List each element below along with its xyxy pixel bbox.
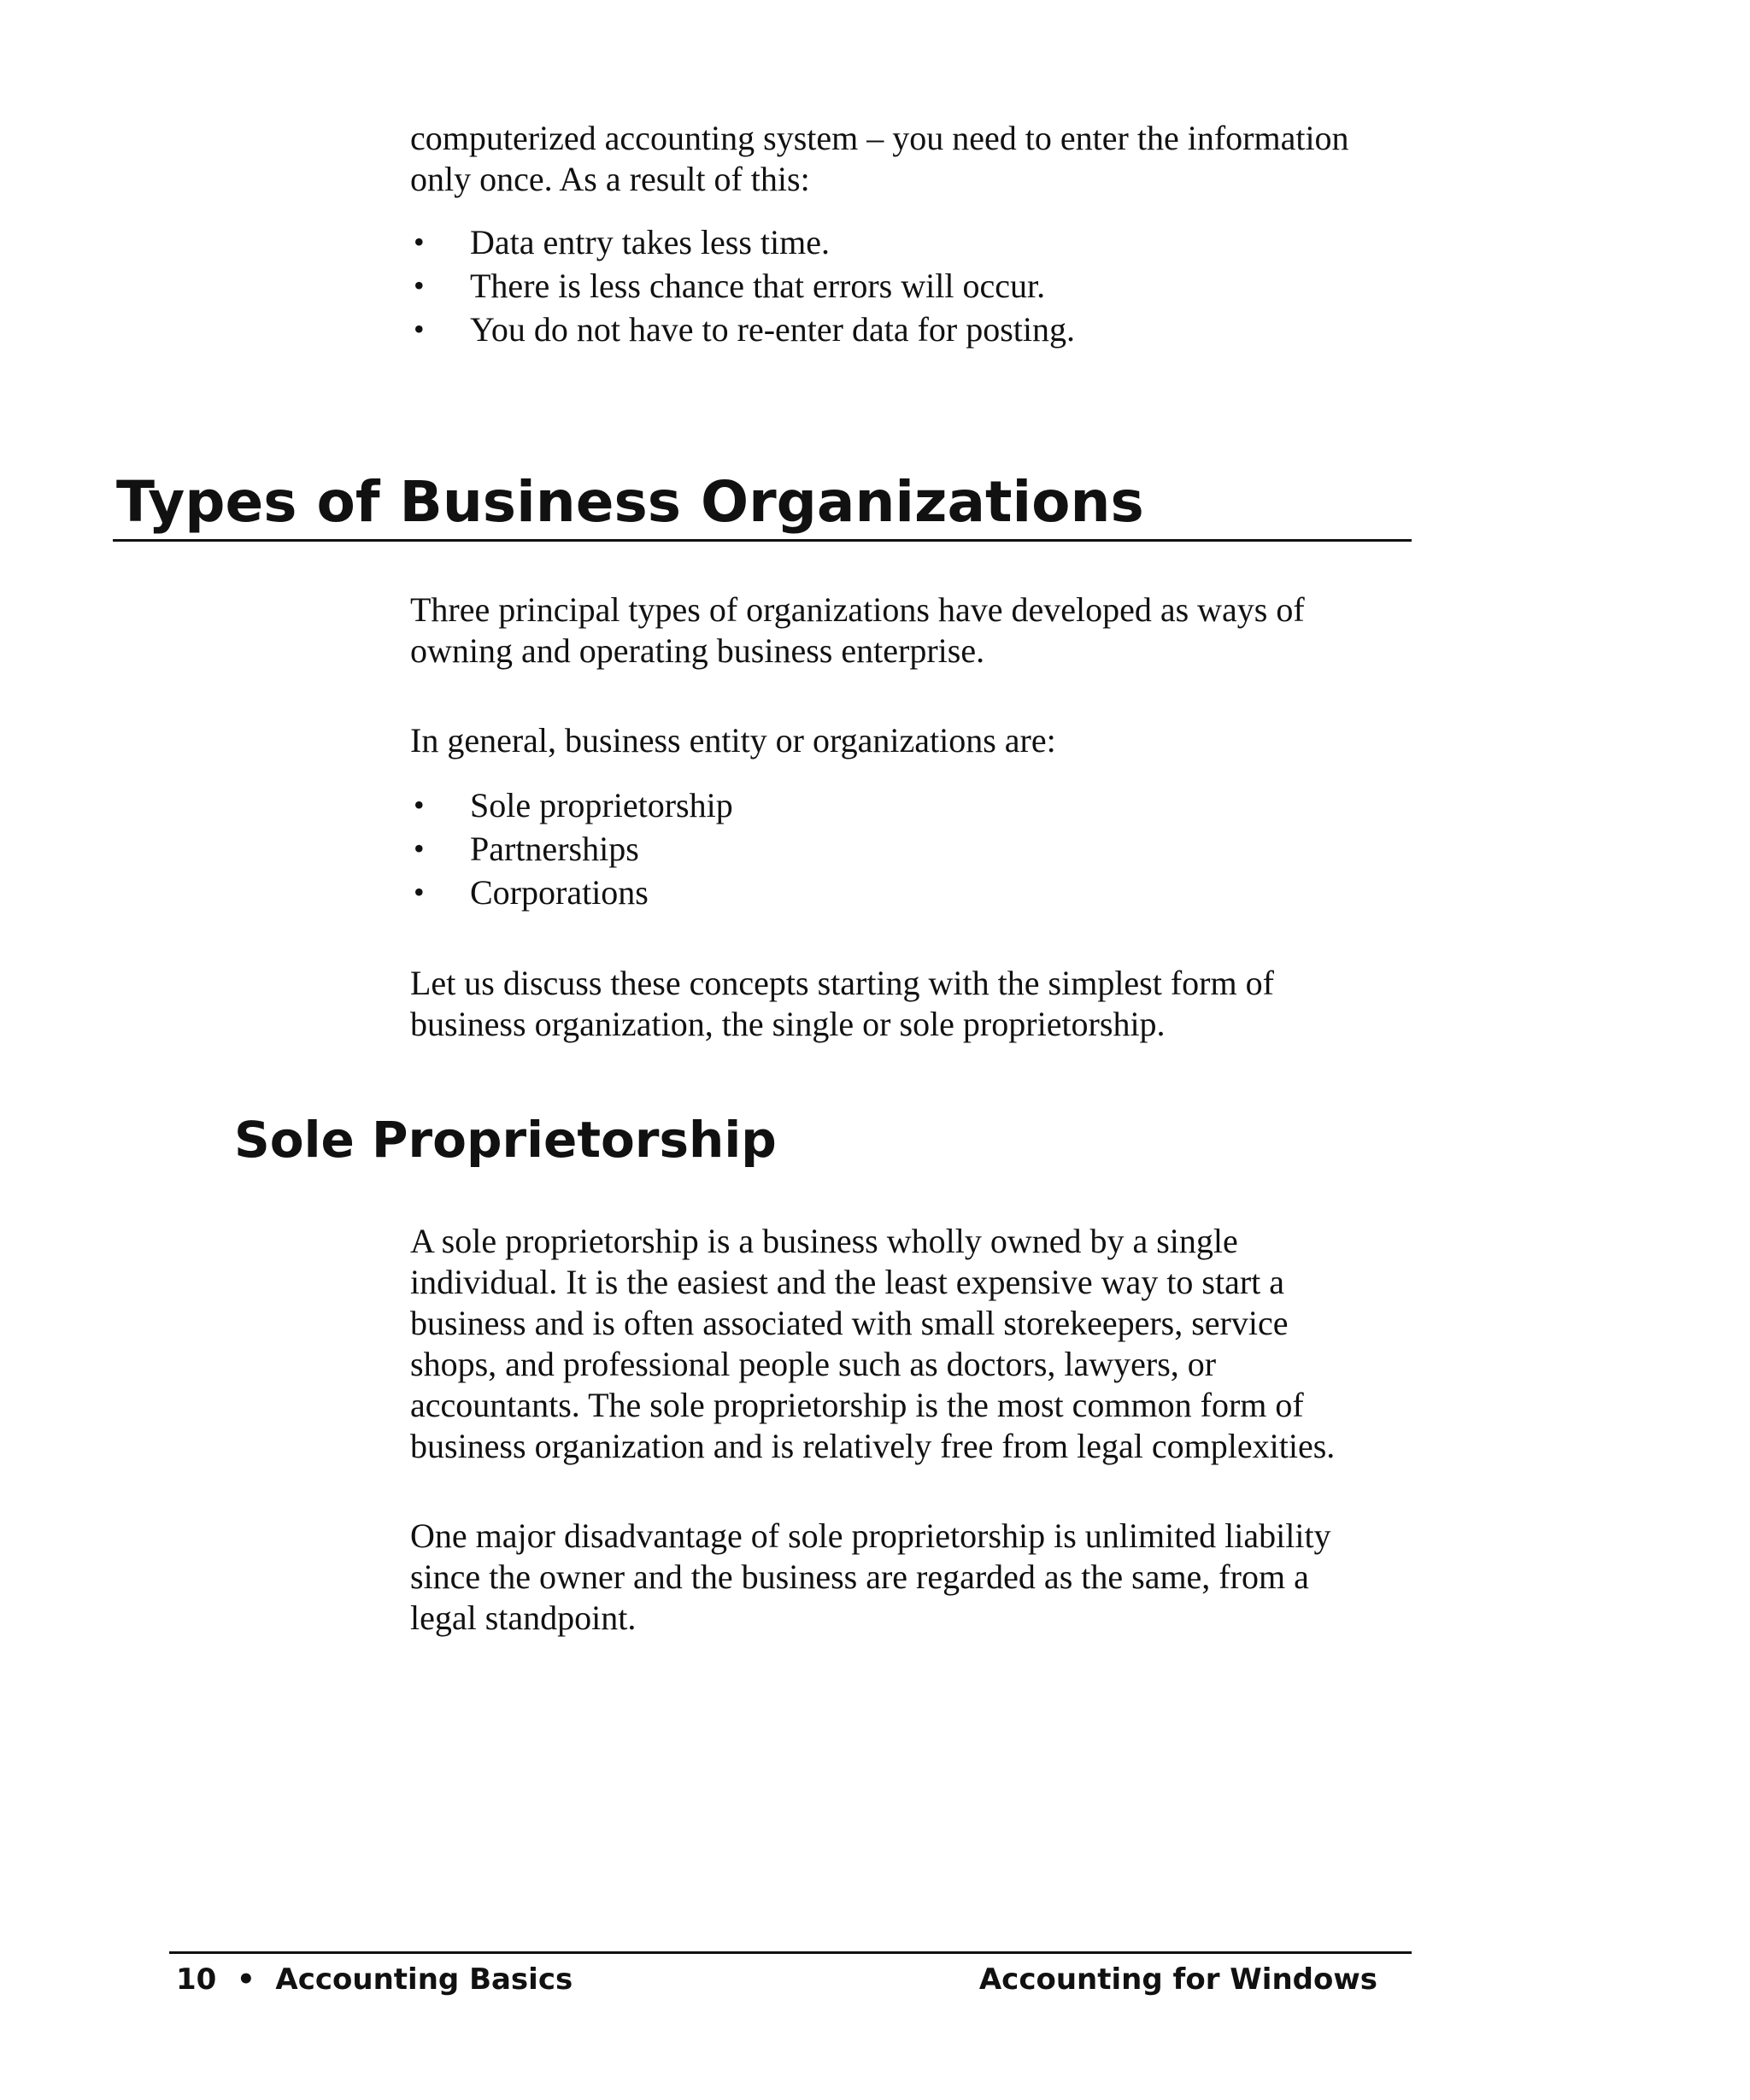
text-line: accountants. The sole proprietorship is the most common form of [410,1386,1304,1424]
bullet-icon: • [414,268,425,302]
list-item [410,220,1393,264]
subsection-heading: Sole Proprietorship [234,1111,777,1169]
heading-divider [113,539,1412,542]
sole-disadvantage-paragraph [410,1516,1393,1639]
list-item-text: Data entry takes less time. [470,223,830,261]
list-item [410,871,1393,914]
bullet-icon: • [414,312,425,346]
bullet-icon: • [414,788,425,822]
list-item-text: Sole proprietorship [470,786,733,824]
list-item [410,308,1393,351]
text-line: owning and operating business enterprise. [410,631,985,670]
text-line: computerized accounting system – you need to enter the information [410,119,1349,157]
section-heading: Types of Business Organizations [116,469,1144,535]
organization-types-list [410,783,1393,914]
footer-page-label: 10 • Accounting Basics [176,1962,573,1997]
text-line: only once. As a result of this: [410,160,810,198]
types-general-paragraph [410,720,1393,761]
intro-bullet-list [410,220,1393,351]
list-item-text: There is less chance that errors will occur. [470,267,1046,305]
bullet-icon: • [414,225,425,259]
intro-paragraph [410,118,1393,200]
types-closing-paragraph [410,963,1393,1045]
text-line: One major disadvantage of sole proprietorship is unlimited liability [410,1516,1331,1555]
list-item-text: Partnerships [470,830,639,868]
text-line: In general, business entity or organizations are: [410,721,1056,760]
text-line: business organization and is relatively free from legal complexities. [410,1427,1336,1465]
list-item [410,827,1393,871]
footer-book-title: Accounting for Windows [978,1962,1377,1997]
text-line: individual. It is the easiest and the least expensive way to start a [410,1263,1285,1301]
list-item-text: Corporations [470,873,649,912]
list-item-text: You do not have to re-enter data for posting. [470,310,1076,349]
footer-divider [169,1951,1412,1954]
types-intro-paragraph [410,590,1393,672]
text-line: A sole proprietorship is a business wholly owned by a single [410,1222,1238,1260]
text-line: since the owner and the business are regarded as the same, from a [410,1557,1309,1596]
text-line: Let us discuss these concepts starting with the simplest form of [410,964,1274,1002]
list-item [410,264,1393,308]
sole-definition-paragraph [410,1221,1393,1467]
text-line: legal standpoint. [410,1598,637,1637]
text-line: shops, and professional people such as doctors, lawyers, or [410,1345,1217,1383]
bullet-icon: • [414,875,425,909]
text-line: business and is often associated with small storekeepers, service [410,1304,1289,1342]
list-item [410,783,1393,827]
bullet-icon: • [414,831,425,865]
text-line: business organization, the single or sole proprietorship. [410,1005,1166,1043]
text-line: Three principal types of organizations have developed as ways of [410,590,1305,629]
